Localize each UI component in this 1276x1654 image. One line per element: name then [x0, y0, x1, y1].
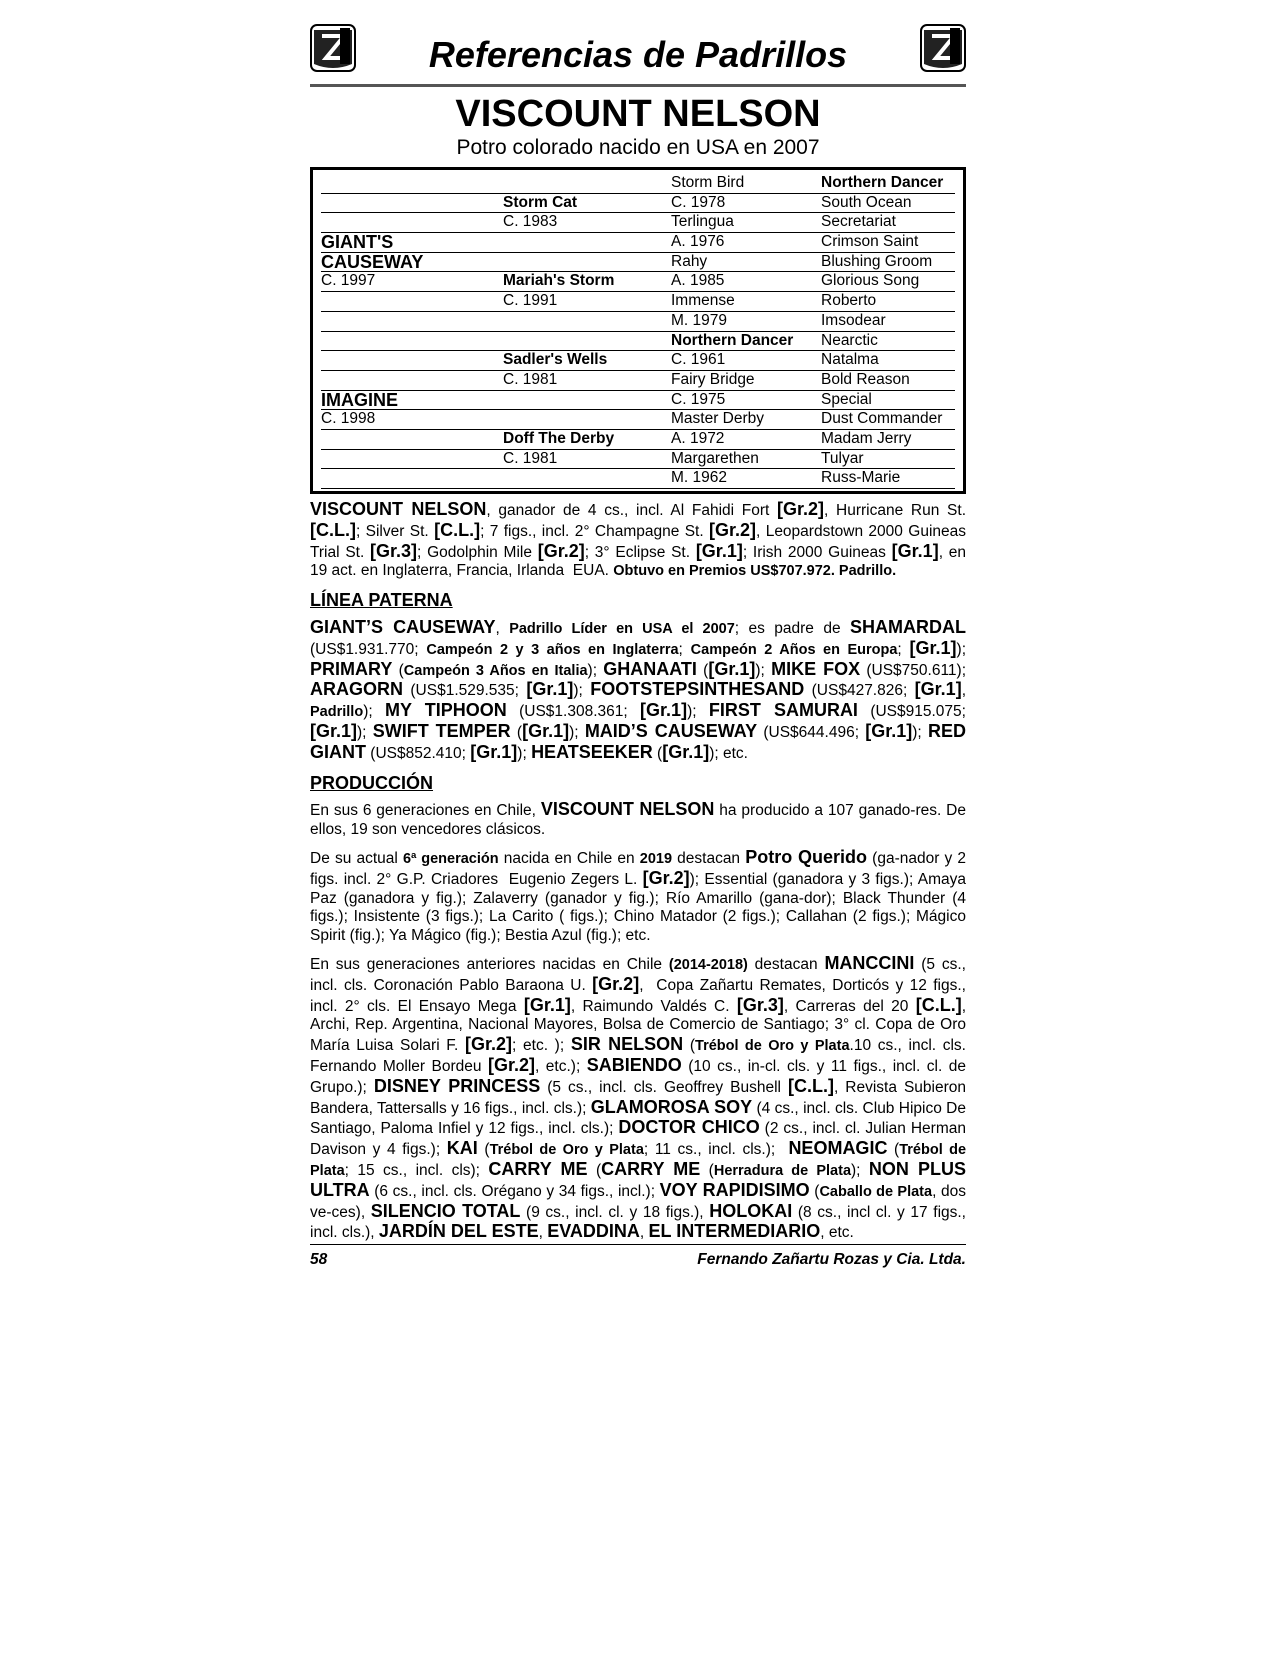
horse-subtitle: Potro colorado nacido en USA en 2007: [456, 136, 820, 159]
page-footer: [310, 1244, 966, 1269]
section-production: PRODUCCIÓN: [310, 772, 434, 793]
pedigree-cell: M. 1962: [671, 469, 728, 487]
pedigree-cell: [321, 174, 503, 193]
pedigree-cell: Storm Cat: [503, 193, 578, 211]
pedigree-row: [321, 469, 955, 489]
production-gen6: De su actual 6ª generación nacida en Chile en 2019 destacan Potro Querido (ga-nador y 2 figs. incl. 2° G.P. Criadores Eugenio Zegers L. [Gr.2]); Essential (ganadora y 3 figs.); Amaya Paz (ganadora y fig.); Zalaverry (ganador y fig.); Río Amarillo (gana-dor); Black Thunder (4 figs.); Insistente (3 figs.); La Carito ( figs.); Chino Matador (2 figs.); Callahan (2 figs.); Mágico Spirit (fig.); Ya Mágico (fig.); Bestia Azul (fig.); etc.: [310, 846, 967, 945]
pedigree-cell: C. 1975: [671, 390, 726, 408]
pedigree-cell: CAUSEWAY: [321, 252, 424, 272]
pedigree-cell: Russ-Marie: [821, 469, 901, 487]
pedigree-cell: [503, 312, 671, 331]
pedigree-cell: Crimson Saint: [821, 233, 919, 251]
pedigree-row: [321, 351, 955, 371]
horse-name: VISCOUNT NELSON: [455, 93, 821, 135]
pedigree-cell: [503, 469, 671, 488]
pedigree-cell: Imsodear: [821, 311, 886, 329]
pedigree-cell: GIANT'S: [321, 233, 394, 252]
pedigree-cell: [321, 430, 503, 449]
pedigree-cell: Blushing Groom: [821, 252, 933, 270]
pedigree-cell: Mariah's Storm: [503, 272, 615, 290]
paternal-text: GIANT’S CAUSEWAY, Padrillo Líder en USA el 2007; es padre de SHAMARDAL (US$1.931.770; Campeón 2 y 3 años en Inglaterra; Campeón 2 Años en Europa; [Gr.1]); PRIMARY (Campeón 3 Años en Italia); GHANAATI ([Gr.1]); MIKE FOX (US$750.611); ARAGORN (US$1.529.535; [Gr.1]); FOOTSTEPSINTHESAND (US$427.826; [Gr.1], Padrillo); MY TIPHOON (US$1.308.361; [Gr.1]); FIRST SAMURAI (US$915.075;[Gr.1]); SWIFT TEMPER ([Gr.1]); MAID’S CAUSEWAY (US$644.496; [Gr.1]); RED GIANT (US$852.410; [Gr.1]); HEATSEEKER ([Gr.1]); etc.: [310, 616, 967, 762]
pedigree-cell: Fairy Bridge: [671, 370, 755, 388]
pedigree-row: [321, 253, 955, 273]
pedigree-cell: C. 1978: [671, 193, 726, 211]
body-text: [310, 500, 966, 1243]
pedigree-cell: [503, 174, 671, 193]
pedigree-cell: A. 1985: [671, 272, 725, 290]
pedigree-cell: A. 1976: [671, 233, 725, 251]
pedigree-cell: IMAGINE: [321, 390, 399, 410]
pedigree-cell: [321, 332, 503, 351]
pedigree-cell: South Ocean: [821, 193, 912, 211]
pedigree-cell: [503, 233, 671, 252]
production-summary: En sus 6 generaciones en Chile, VISCOUNT NELSON ha producido a 107 ganado-res. De ellos, 19 son vencedores clásicos.: [310, 799, 966, 839]
pedigree-cell: [321, 450, 503, 469]
pedigree-cell: [321, 194, 503, 213]
page: [310, 20, 966, 1251]
pedigree-row: [321, 371, 955, 391]
pedigree-cell: Terlingua: [671, 213, 734, 231]
pedigree-cell: A. 1972: [671, 429, 725, 447]
pedigree-cell: Dust Commander: [821, 410, 943, 428]
pedigree-row: [321, 410, 955, 430]
pedigree-cell: Doff The Derby: [503, 429, 615, 447]
pedigree-cell: [503, 410, 671, 429]
pedigree-cell: C. 1997: [321, 272, 376, 290]
pedigree-row: [321, 430, 955, 450]
pedigree-row: [321, 450, 955, 470]
pedigree-cell: [321, 213, 503, 232]
pedigree-cell: [503, 253, 671, 272]
pedigree-cell: Nearctic: [821, 331, 878, 349]
header-rule: [310, 84, 966, 87]
pedigree-table: [310, 167, 966, 494]
pedigree-cell: Northern Dancer: [821, 174, 944, 191]
pedigree-cell: Secretariat: [821, 213, 896, 231]
pedigree-cell: Tulyar: [821, 449, 864, 467]
pedigree-cell: Sadler's Wells: [503, 351, 608, 369]
pedigree-cell: Natalma: [821, 351, 879, 369]
pedigree-row: [321, 312, 955, 332]
pedigree-cell: [321, 469, 503, 488]
pedigree-cell: Margarethen: [671, 449, 759, 467]
race-record: VISCOUNT NELSON, ganador de 4 cs., incl. Al Fahidi Fort [Gr.2], Hurricane Run St. [C.L.]; Silver St. [C.L.]; 7 figs., incl. 2° Champagne St. [Gr.2], Leopardstown 2000 Guineas Trial St. [Gr.3]; Godolphin Mile [Gr.2]; 3° Eclipse St. [Gr.1]; Irish 2000 Guineas [Gr.1], en 19 act. en Inglaterra, Francia, Irlanda EUA. Obtuvo en Premios US$707.972. Padrillo.: [310, 499, 966, 580]
pedigree-row: [321, 213, 955, 233]
pedigree-cell: Bold Reason: [821, 370, 910, 388]
pedigree-cell: Master Derby: [671, 410, 765, 428]
pedigree-row: [321, 292, 955, 312]
pedigree-cell: Storm Bird: [671, 174, 745, 191]
club-shield-logo-icon: [920, 24, 966, 72]
pedigree-row: [321, 174, 955, 194]
pedigree-cell: [321, 292, 503, 311]
pedigree-cell: [321, 371, 503, 390]
pedigree-cell: [503, 332, 671, 351]
footer-company: Fernando Zañartu Rozas y Cia. Ltda.: [697, 1251, 966, 1268]
section-paternal: LÍNEA PATERNA: [310, 590, 453, 611]
pedigree-row: [321, 272, 955, 292]
pedigree-cell: C. 1981: [503, 370, 558, 388]
pedigree-cell: C. 1961: [671, 351, 726, 369]
page-number: 58: [310, 1251, 328, 1268]
pedigree-row: [321, 233, 955, 253]
pedigree-cell: Madam Jerry: [821, 429, 912, 447]
production-previous: En sus generaciones anteriores nacidas en Chile (2014-2018) destacan MANCCINI (5 cs., incl. cls. Coronación Pablo Baraona U. [Gr.2], Copa Zañartu Remates, Dorticós y 12 figs., incl. 2° cls. El Ensayo Mega [Gr.1], Raimundo Valdés C. [Gr.3], Carreras del 20 [C.L.], Archi, Rep. Argentina, Nacional Mayores, Bolsa de Comercio de Santiago; 3° cl. Copa de Oro María Luisa Solari F. [Gr.2]; etc. ); SIR NELSON (Trébol de Oro y Plata.10 cs., incl. cls. Fernando Moller Bordeu [Gr.2], etc.); SABIENDO (10 cs., in-cl. cls. y 11 figs., incl. cl. de Grupo.); DISNEY PRINCESS (5 cs., incl. cls. Geoffrey Bushell [C.L.], Revista Subieron Bandera, Tattersalls y 16 figs., incl. cls.); GLAMOROSA SOY (4 cs., incl. cls. Club Hipico De Santiago, Paloma Infiel y 12 figs., incl. cls.); DOCTOR CHICO (2 cs., incl. cl. Julian Herman Davison y 4 figs.); KAI (Trébol de Oro y Plata; 11 cs., incl. cls.); NEOMAGIC (Trébol de Plata; 15 cs., incl. cls); CARRY ME (CARRY ME (Herradura de Plata); NON PLUS ULTRA (6 cs., incl. cls. Orégano y 34 figs., incl.); VOY RAPIDISIMO (Caballo de Plata, dos ve-ces), SILENCIO TOTAL (9 cs., incl. cl. y 18 figs.), HOLOKAI (8 cs., incl cl. y 17 figs., incl. cls.), JARDÍN DEL ESTE, EVADDINA, EL INTERMEDIARIO, etc.: [310, 952, 967, 1242]
pedigree-cell: [321, 312, 503, 331]
pedigree-cell: C. 1983: [503, 213, 558, 231]
pedigree-cell: C. 1998: [321, 410, 376, 428]
pedigree-row: [321, 391, 955, 411]
pedigree-cell: C. 1981: [503, 449, 558, 467]
pedigree-cell: Roberto: [821, 292, 877, 310]
pedigree-row: [321, 332, 955, 352]
pedigree-cell: Immense: [671, 292, 735, 310]
pedigree-cell: [503, 391, 671, 410]
pedigree-row: [321, 194, 955, 214]
pedigree-cell: C. 1991: [503, 292, 558, 310]
pedigree-cell: Special: [821, 390, 872, 408]
pedigree-cell: Northern Dancer: [671, 331, 794, 349]
pedigree-cell: Rahy: [671, 252, 708, 270]
pedigree-cell: Glorious Song: [821, 272, 920, 290]
pedigree-cell: [321, 351, 503, 370]
pedigree-cell: M. 1979: [671, 311, 728, 329]
page-header: [310, 20, 966, 82]
page-title: Referencias de Padrillos: [428, 34, 848, 75]
